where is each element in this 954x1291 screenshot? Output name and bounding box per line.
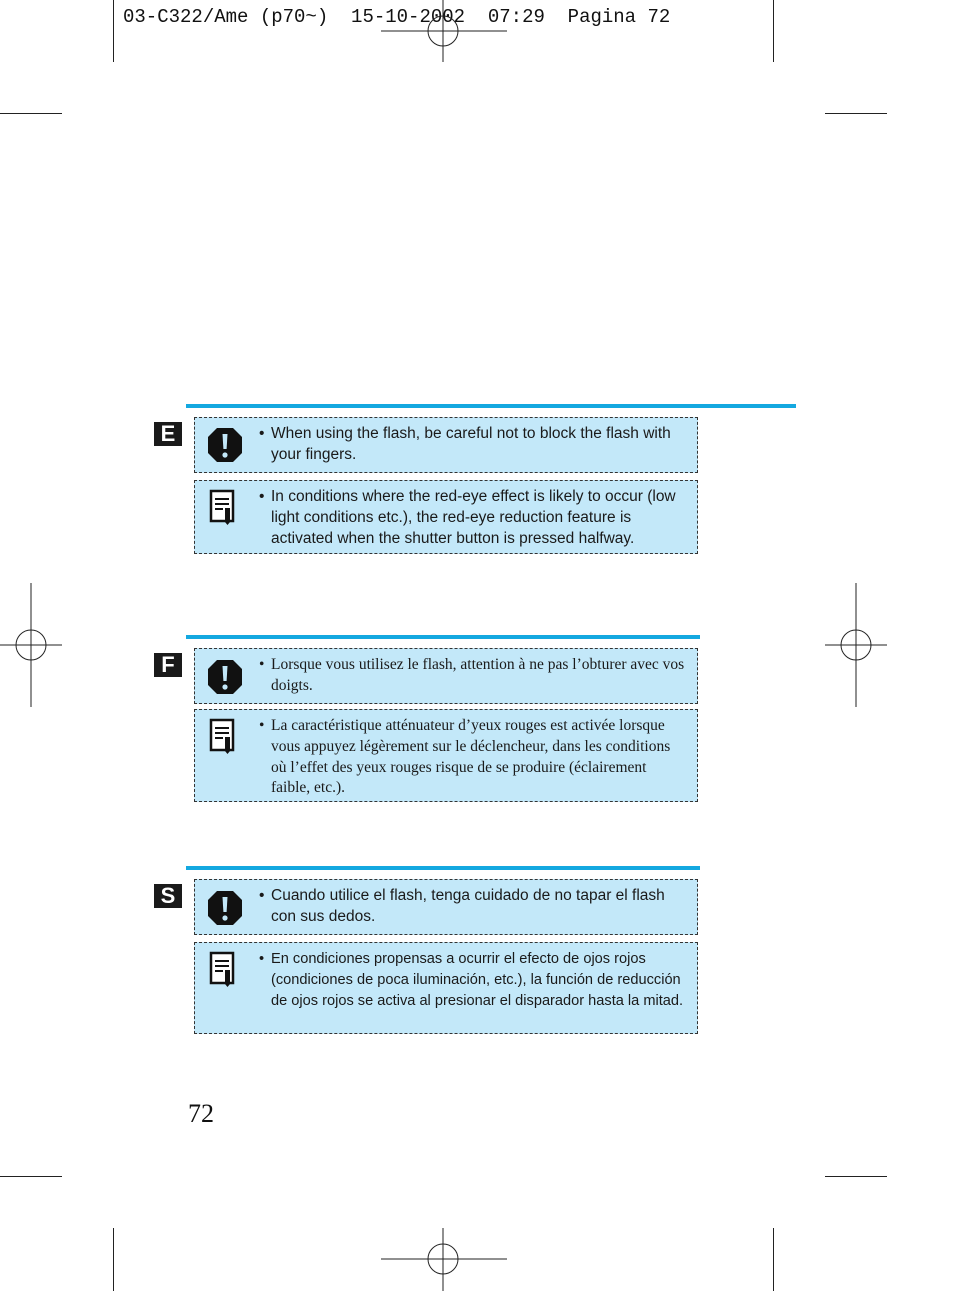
note-box [194, 480, 698, 554]
language-badge-f: F [154, 653, 182, 677]
bullet: • [259, 887, 265, 904]
registration-mark-bottom [381, 1228, 507, 1291]
caution-exclamation-icon [207, 890, 243, 926]
caution-text [259, 424, 689, 466]
language-badge-e: E [154, 422, 182, 446]
crop-mark [825, 113, 887, 114]
crop-mark [113, 1228, 114, 1291]
registration-mark-top [381, 0, 507, 62]
registration-mark-left [0, 583, 62, 707]
section-rule [186, 404, 796, 408]
note-text-content: La caractéristique atténuateur d’yeux rouges est activée lorsque vous appuyez légèrement sur le déclencheur, dans les conditions où l’effet des yeux rouges risque de se produire (éclairement faible, etc.). [271, 717, 671, 797]
note-text [259, 487, 689, 549]
page-number: 72 [188, 1099, 214, 1128]
caution-exclamation-icon [207, 659, 243, 695]
section-rule [186, 635, 700, 639]
memo-pencil-icon [209, 951, 239, 987]
caution-box [194, 648, 698, 704]
caution-text-content: Cuando utilice el flash, tenga cuidado de no tapar el flash con sus dedos. [271, 887, 665, 925]
section-rule [186, 866, 700, 870]
caution-exclamation-icon [207, 427, 243, 463]
caution-text [259, 655, 689, 697]
print-header: 03-C322/Ame (p70~) 15-10-2002 07:29 Pagina 72 [123, 6, 671, 28]
memo-pencil-icon [209, 718, 239, 754]
caution-text-content: When using the flash, be careful not to block the flash with your fingers. [271, 425, 671, 463]
note-text-content: In conditions where the red-eye effect is likely to occur (low light conditions etc.), the red-eye reduction feature is activated when the shutter button is pressed halfway. [271, 488, 676, 547]
note-text-content: En condiciones propensas a ocurrir el efecto de ojos rojos (condiciones de poca iluminación, etc.), la función de reducción de ojos rojos se activa al presionar el disparador hasta la mitad. [271, 951, 684, 1009]
crop-mark [113, 0, 114, 62]
note-box [194, 709, 698, 802]
crop-mark [773, 0, 774, 62]
bullet: • [259, 951, 265, 967]
caution-text [259, 886, 689, 928]
note-text [259, 716, 689, 799]
caution-box [194, 879, 698, 935]
note-box [194, 942, 698, 1034]
note-text [259, 949, 689, 1011]
bullet: • [259, 488, 265, 505]
crop-mark [773, 1228, 774, 1291]
crop-mark [825, 1176, 887, 1177]
crop-mark [0, 1176, 62, 1177]
language-badge-s: S [154, 884, 182, 908]
caution-text-content: Lorsque vous utilisez le flash, attention à ne pas l’obturer avec vos doigts. [271, 656, 685, 694]
caution-box [194, 417, 698, 473]
bullet: • [259, 717, 265, 734]
bullet: • [259, 425, 265, 442]
registration-mark-right [825, 583, 887, 707]
crop-mark [0, 113, 62, 114]
memo-pencil-icon [209, 489, 239, 525]
bullet: • [259, 656, 265, 673]
